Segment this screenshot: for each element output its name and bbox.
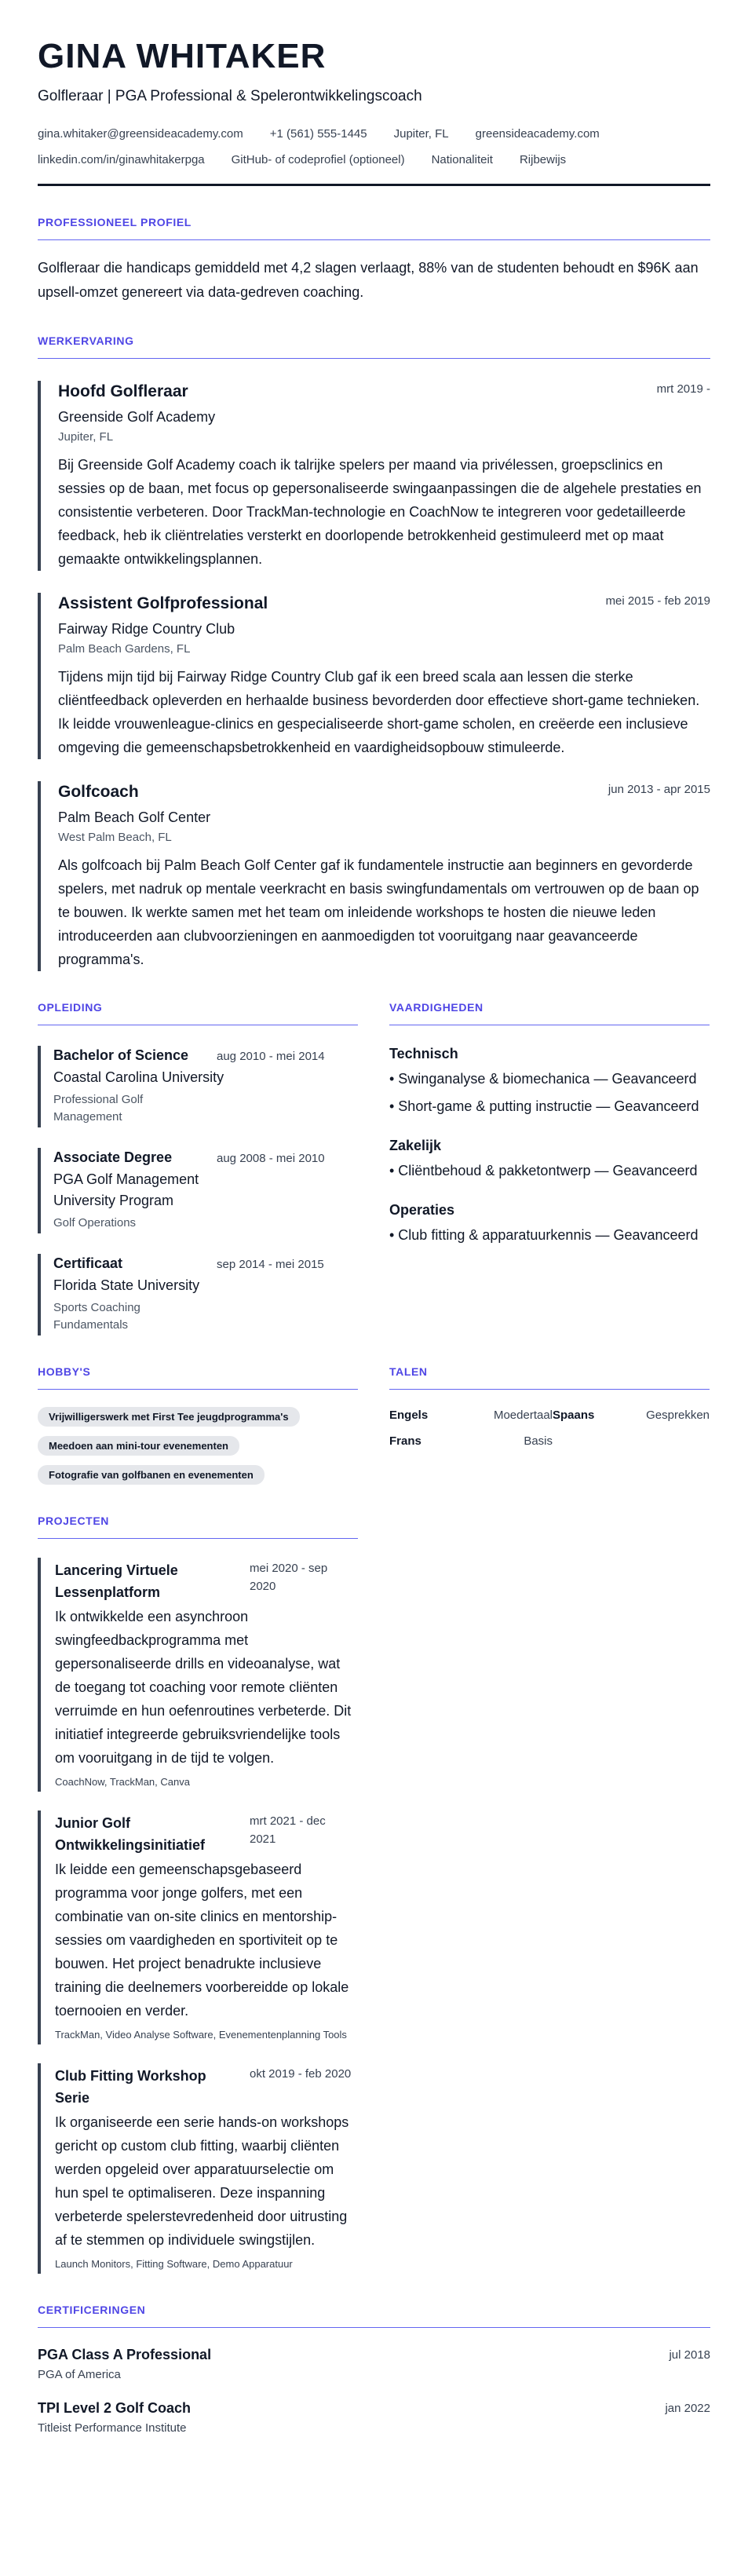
project-description: Ik organiseerde een serie hands-on workshops gericht op custom club fitting, waarbij cliënten werden opgeleid over apparatuurselectie om hun spel te optimaliseren. Deze inspanning verbeterde spelerstevredenheid door uitrusting af te stemmen op individuele swingstijlen. [55, 2114, 349, 2249]
project-title: Club Fitting Workshop Serie [55, 2068, 206, 2106]
project-title: Lancering Virtuele Lessenplatform [55, 1562, 178, 1601]
skill-item: • Club fitting & apparatuurkennis — Geavanceerd [389, 1227, 699, 1244]
job-title: Hoofd Golfleraar [58, 382, 188, 401]
education-degree: Certificaat [53, 1255, 123, 1272]
education-entry [38, 1254, 358, 1336]
website-link[interactable]: greensideacademy.com [475, 127, 600, 141]
project-date: okt 2019 - feb 2020 [250, 2067, 352, 2081]
education-school: Coastal Carolina University [53, 1069, 224, 1086]
section-divider [38, 1538, 358, 1539]
language-level: Gesprekken [646, 1409, 710, 1423]
hobbies-column [38, 1336, 358, 1485]
language-name: Engels [389, 1409, 429, 1423]
linkedin-link[interactable]: linkedin.com/in/ginawhitakerpga [38, 153, 205, 167]
education-date: aug 2008 - mei 2010 [217, 1152, 325, 1166]
section-title-profile: PROFESSIONEEL PROFIEL [38, 216, 192, 229]
location: Jupiter, FL [393, 127, 449, 141]
contact-row-secondary [38, 153, 710, 166]
skill-item: • Short-game & putting instructie — Geavanceerd [389, 1098, 699, 1115]
github-placeholder: GitHub- of codeprofiel (optioneel) [231, 153, 405, 167]
skill-category: Operaties [389, 1202, 455, 1219]
education-skills-row [38, 971, 710, 1336]
skill-category: Zakelijk [389, 1138, 442, 1154]
job-date: mrt 2019 - [656, 382, 710, 396]
education-date: sep 2014 - mei 2015 [217, 1258, 324, 1272]
job-description: Tijdens mijn tijd bij Fairway Ridge Country Club gaf ik een breed scala aan lessen die sterke cliëntfeedback opleverden en herhaalde business bevorderden door effectieve short-game technieken. Ik leidde vrouwenleague-clinics en gespecialiseerde short-game scholen, en creëerde een inclusieve omgeving die gemeenschapsbetrokkenheid en vaardigheidsopbouw stimuleerde. [58, 669, 700, 756]
section-title-certifications: CERTIFICERINGEN [38, 2304, 146, 2317]
section-divider [38, 2327, 710, 2328]
education-school: Florida State University [53, 1277, 200, 1294]
education-degree: Bachelor of Science [53, 1047, 189, 1064]
skill-item: • Cliëntbehoud & pakketontwerp — Geavanceerd [389, 1163, 698, 1179]
job-location: Palm Beach Gardens, FL [58, 642, 191, 656]
project-title: Junior Golf Ontwikkelingsinitiatief [55, 1815, 206, 1854]
certification-entry [38, 2347, 710, 2381]
language-level: Basis [524, 1434, 553, 1449]
project-date: mei 2020 - sep 2020 [250, 1562, 328, 1594]
education-entry [38, 1046, 358, 1127]
education-field: Professional Golf Management [53, 1093, 144, 1124]
email-link[interactable]: gina.whitaker@greensideacademy.com [38, 127, 243, 141]
job-entry [38, 381, 710, 571]
language-level: Moedertaal [493, 1409, 553, 1423]
certification-issuer: PGA of America [38, 2368, 121, 2382]
education-field: Golf Operations [53, 1216, 137, 1230]
certification-name: TPI Level 2 Golf Coach [38, 2400, 192, 2417]
certification-name: PGA Class A Professional [38, 2347, 212, 2363]
job-description: Bij Greenside Golf Academy coach ik talrijke spelers per maand via privélessen, groepsclinics en sessies op de baan, met focus op gepersonaliseerde swingaanpassingen die de algehele prestaties en consistentie verbeteren. Door TrackMan-technologie en CoachNow te integreren voor gedetailleerde feedback, heb ik cliëntrelaties versterkt en doorlopende betrokkenheid gestimuleerd met op maat gemaakte ontwikkelingsplannen. [58, 457, 702, 568]
job-description: Als golfcoach bij Palm Beach Golf Center gaf ik fundamentele instructie aan beginners en gevorderde spelers, met nadruk op mentale veerkracht en basis swingfundamentals om vertrouwen op de baan op te bouwen. Ik werkte samen met het team om inleidende workshops te hosten die nieuwe leden introduceerden aan clubvoorzieningen en aanmoedigden tot vooruitgang naar geavanceerde programma's. [58, 857, 699, 968]
certification-issuer: Titleist Performance Institute [38, 2421, 187, 2435]
candidate-headline: Golfleraar | PGA Professional & Spelerontwikkelingscoach [38, 88, 422, 105]
section-title-languages: TALEN [389, 1365, 428, 1379]
education-entry [38, 1148, 358, 1233]
hobby-chip: Fotografie van golfbanen en evenementen [38, 1465, 265, 1485]
language-list [389, 1409, 710, 1448]
job-title: Assistent Golfprofessional [58, 594, 268, 613]
job-title: Golfcoach [58, 783, 139, 802]
hobby-chip-list [38, 1398, 358, 1485]
job-location: West Palm Beach, FL [58, 831, 172, 845]
projects-section [38, 1515, 358, 2274]
skills-column [389, 971, 710, 1336]
section-divider [38, 358, 710, 359]
job-company: Greenside Golf Academy [58, 409, 216, 426]
project-description: Ik leidde een gemeenschapsgebaseerd programma voor jonge golfers, met een combinatie van on-site clinics en mentorship-sessies om vaardigheden en sportiviteit op te bouwen. Het project benadrukte inclusieve training die deelnemers voorbereidde op lokale toernooien en verder. [55, 1862, 349, 2019]
certification-entry [38, 2400, 710, 2435]
section-divider [38, 1389, 358, 1390]
project-description: Ik ontwikkelde een asynchroon swingfeedbackprogramma met gepersonaliseerde drills en videoanalyse, wat de toegang tot coaching voor remote cliënten verruimde en hun oefenroutines verbeterde. Dit initiatief integreerde gebruiksvriendelijke tools om vooruitgang in de tijd te volgen. [55, 1609, 352, 1767]
candidate-name: GINA WHITAKER [38, 37, 327, 75]
hobby-chip: Meedoen aan mini-tour evenementen [38, 1436, 239, 1456]
education-column [38, 971, 358, 1336]
job-date: jun 2013 - apr 2015 [608, 783, 710, 797]
section-title-hobbies: HOBBY'S [38, 1365, 91, 1379]
job-location: Jupiter, FL [58, 430, 114, 444]
project-date: mrt 2021 - dec 2021 [250, 1814, 326, 1847]
hobbies-languages-row [38, 1336, 710, 1485]
project-tools: TrackMan, Video Analyse Software, Evenementenplanning Tools [55, 2029, 347, 2041]
language-name: Frans [389, 1434, 421, 1449]
certification-date: jul 2018 [669, 2348, 710, 2362]
section-title-projects: PROJECTEN [38, 1515, 109, 1528]
drivers-license-placeholder: Rijbewijs [519, 153, 567, 167]
job-entry [38, 781, 710, 971]
hobby-chip: Vrijwilligerswerk met First Tee jeugdprogramma's [38, 1407, 300, 1427]
skill-item: • Swinganalyse & biomechanica — Geavanceerd [389, 1071, 697, 1087]
project-tools: Launch Monitors, Fitting Software, Demo Apparatuur [55, 2258, 293, 2271]
section-title-skills: VAARDIGHEDEN [389, 1001, 483, 1014]
languages-column [389, 1336, 710, 1485]
education-degree: Associate Degree [53, 1149, 173, 1166]
skill-category: Technisch [389, 1046, 458, 1062]
job-company: Palm Beach Golf Center [58, 809, 211, 826]
project-entry [38, 1558, 358, 1792]
education-school: PGA Golf Management University Program [53, 1171, 199, 1209]
profile-summary: Golfleraar die handicaps gemiddeld met 4,2 slagen verlaagt, 88% van de studenten behoudt en $96K aan upsell-omzet genereert via data-gedreven coaching. [38, 260, 699, 301]
language-name: Spaans [553, 1409, 595, 1423]
education-date: aug 2010 - mei 2014 [217, 1050, 325, 1064]
job-entry [38, 593, 710, 759]
section-title-experience: WERKERVARING [38, 334, 134, 348]
section-divider [389, 1389, 710, 1390]
section-divider [38, 239, 710, 240]
certification-date: jan 2022 [665, 2402, 710, 2416]
header-divider [38, 184, 710, 186]
project-entry [38, 2063, 358, 2274]
education-field: Sports Coaching Fundamentals [53, 1301, 140, 1332]
nationality-placeholder: Nationaliteit [431, 153, 493, 167]
phone-number[interactable]: +1 (561) 555-1445 [269, 127, 367, 141]
project-entry [38, 1811, 358, 2044]
job-company: Fairway Ridge Country Club [58, 621, 235, 638]
project-tools: CoachNow, TrackMan, Canva [55, 1776, 190, 1789]
job-date: mei 2015 - feb 2019 [605, 594, 710, 608]
section-title-education: OPLEIDING [38, 1001, 103, 1014]
contact-row-primary [38, 127, 710, 141]
